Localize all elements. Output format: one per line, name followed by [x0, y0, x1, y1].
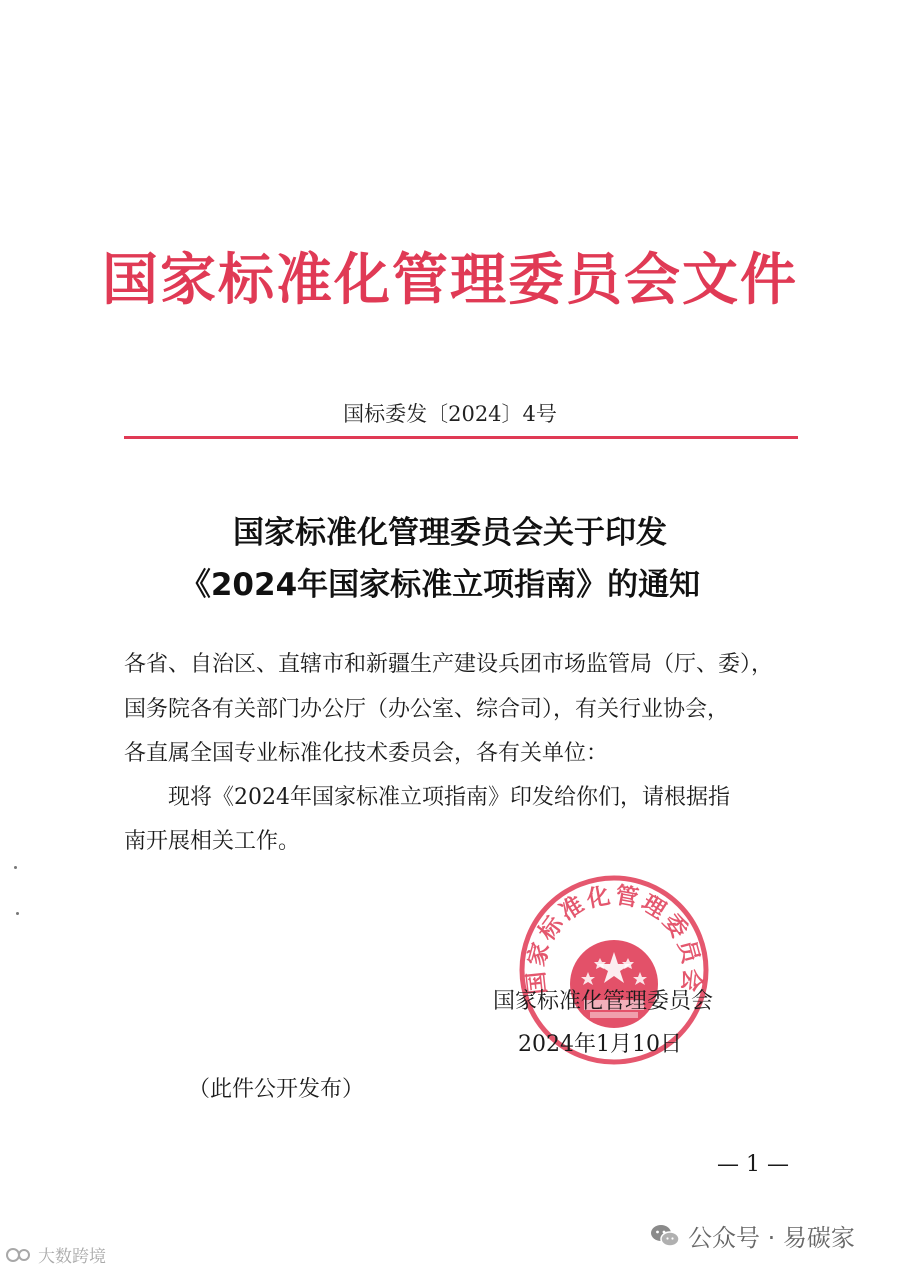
wechat-watermark-text: 公众号 · 易碳家 — [688, 1224, 855, 1252]
seal-arc-text: 国家标准化管理委员会 — [523, 882, 705, 996]
corner-watermark-text: 大数跨境 — [38, 1247, 106, 1267]
issue-date: 2024年1月10日 — [518, 1032, 682, 1057]
body-paragraph-line-1: 现将《2024年国家标准立项指南》印发给你们，请根据指 — [168, 785, 730, 810]
wechat-icon — [650, 1223, 680, 1249]
scan-speck — [14, 866, 17, 869]
notice-title-line-1: 国家标准化管理委员会关于印发 — [233, 515, 667, 551]
addressee-line-2: 国务院各有关部门办公厅（办公室、综合司），有关行业协会， — [124, 697, 730, 722]
notice-title-line-2: 《2024年国家标准立项指南》的通知 — [179, 567, 701, 603]
wechat-watermark — [650, 1218, 855, 1253]
scan-speck — [16, 912, 19, 915]
corner-watermark — [6, 1242, 106, 1267]
red-divider-line — [124, 436, 798, 439]
brand-logo-icon — [6, 1247, 32, 1263]
masthead-title: 国家标准化管理委员会文件 — [102, 248, 798, 313]
page-number: — 1 — — [717, 1152, 789, 1177]
addressee-line-3: 各直属全国专业标准化技术委员会，各有关单位： — [124, 741, 609, 766]
document-number: 国标委发〔2024〕4号 — [343, 402, 557, 426]
publication-note: （此件公开发布） — [188, 1077, 365, 1102]
addressee-line-1: 各省、自治区、直辖市和新疆生产建设兵团市场监管局（厅、委）， — [124, 652, 774, 677]
body-paragraph-line-2: 南开展相关工作。 — [124, 829, 301, 854]
issuing-authority: 国家标准化管理委员会 — [493, 989, 714, 1014]
